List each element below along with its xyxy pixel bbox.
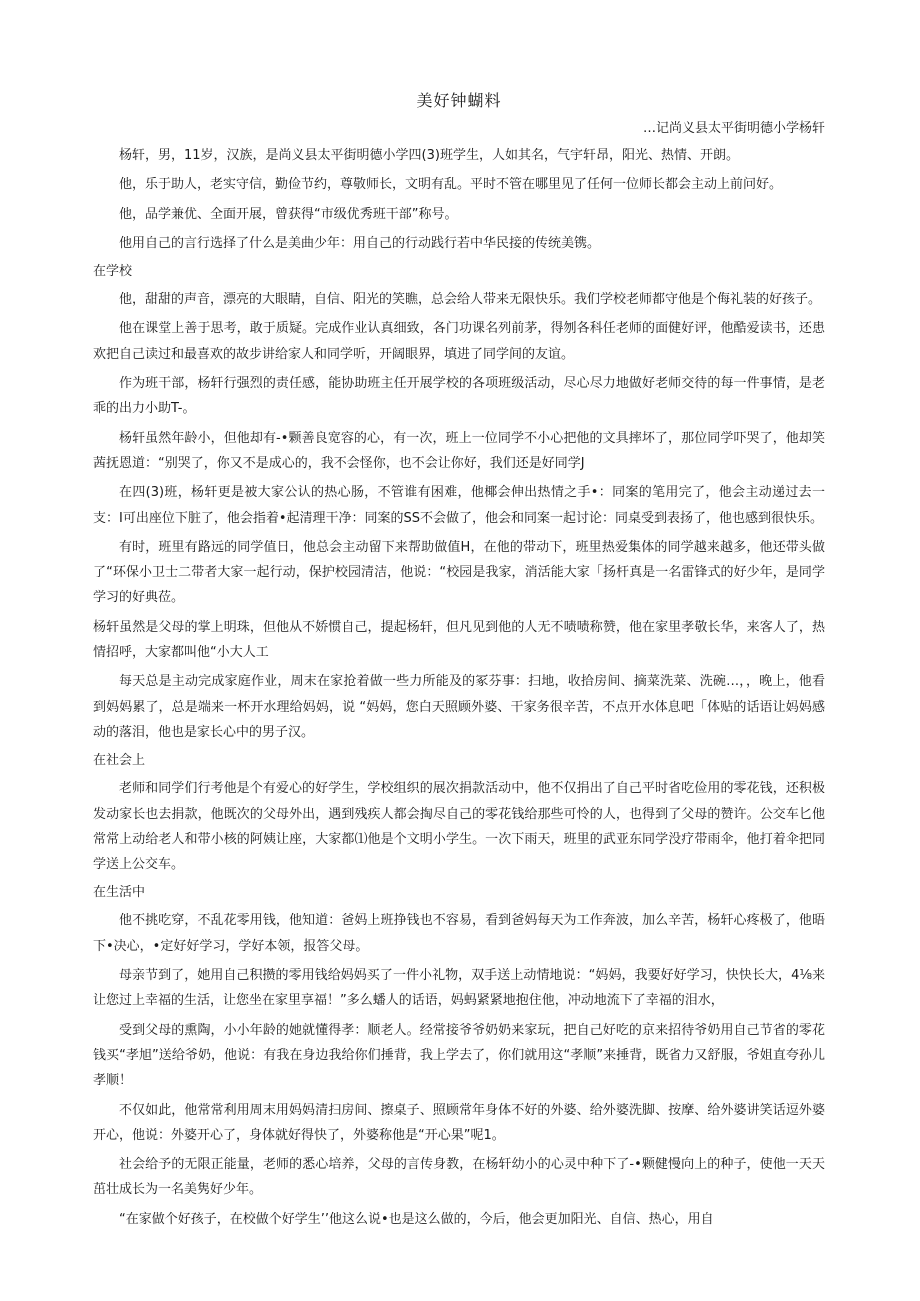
intro-paragraph: 杨轩，男，11岁，汉族，是尚义县太平街明德小学四(3)班学生，人如其名，气宇轩昂，阳光、热情、开朗。 [119, 148, 739, 163]
life-paragraph: 社会给予的无限正能量，老师的悉心培养，父母的言传身教，在杨轩幼小的心灵中种下了-•颗健慢向上的种子，使他一天天茁壮成长为一名美隽好少年。 [93, 1157, 825, 1198]
society-paragraph: 老师和同学们行考他是个有爱心的好学生，学校组织的展次捐款活动中，他不仅捐出了自己平时省吃俭用的零花钱，还积极发动家长也去捐款，他既次的父母外出，遇到残疾人都会掏尽自己的零花钱给那些可怜的人，也得到了父母的赞许。公交车匕他常常上动给老人和带小核的阿姨让座，大家都⑴他是个文明小学生。一次下雨天，班里的武亚东同学没疗带雨伞，他打着伞把同学送上公交车。 [93, 781, 825, 873]
document-subtitle: …记尚义县太平街明德小学杨轩 [642, 121, 825, 136]
document-title: 美好钟蝴料 [416, 91, 502, 110]
life-paragraph: 他不挑吃穿，不乱花零用钱，他知道：爸妈上班挣钱也不容易，看到爸妈每天为工作奔波，加么辛苦，杨轩心疼极了，他晤下•决心，•定好好学习，学好本领，报答父母。 [93, 913, 825, 954]
school-paragraph: 作为班干部，杨轩行强烈的责任感，能协助班主任开展学校的各项班级活动，尽心尽力地做好老师交待的每一件事情，是老乖的出力小助T-。 [93, 376, 825, 417]
document-page [93, 88, 825, 1236]
school-paragraph: 在四(3)班，杨轩更是被大家公认的热心肠，不管谁有困难，他椰会伸出热情之手•：同案的笔用完了，他会主动递过去一支：I可出座位下脏了，他会指着•起清理干净：同案的SS不会做了，他会和同案一起讨论：同桌受到表扬了，他也感到很快乐。 [93, 485, 825, 526]
school-paragraph: 他在课堂上善于思考，敢于质疑。完成作业认真细致，各门功课名列前茅，得刎各科任老师的面健好评，他酷爱读书，还患欢把自己读过和最喜欢的故步讲给家人和同学听，开阔眼界，填进了同学间的友谊。 [93, 321, 825, 362]
life-paragraph: “在家做个好孩子，在校做个好学生’’他这么说•也是这么做的，今后，他会更加阳光、自信、热心，用自 [119, 1211, 714, 1227]
school-duty-paragraph: 有时，班里有路远的同学值日，他总会主动留下来帮助做值H，在他的带动下，班里热爱集体的同学越来越多，他还带头做了“环保小卫士二带者大家一起行动，保护校园清洁，他说：“校园是我家，消活能大家「扬杆真是一名雷锋式的好少年，是同学学习的好典莅。 [93, 539, 825, 606]
home-chores-paragraph: 每天总是主动完成家庭作业，周末在家抢着做一些力所能及的冢芬事：扫地，收拾房间、摘菜洗菜、洗碗…，，晚上，他看到妈妈累了，总是端来一杯开水理给妈妈，说 “妈妈，您白天照顾外婆、干家务很辛苦，不点开水体息吧「体贴的话语让妈妈感动的落泪，他也是家长心中的男子汉。 [93, 674, 825, 740]
school-paragraph: 他，甜甜的声音，漂亮的大眼睛，自信、阳光的笑瞧，总会给人带来无限快乐。我们学校老师都守他是个侮礼装的好孩子。 [119, 292, 822, 308]
section-heading-life: 在生活中 [93, 885, 146, 901]
section-heading-school: 在学校 [93, 264, 133, 280]
section-heading-society: 在社会上 [93, 753, 146, 769]
intro-paragraph: 他用自己的言行选择了什么是美曲少年：用自己的行动践行若中华民接的传统美镌。 [119, 235, 601, 251]
life-paragraph: 受到父母的熏陶，小小年龄的她就懂得孝：顺老人。经常接爷爷奶奶来家玩，把自己好吃的京来招待爷奶用自己节省的零花钱买“孝旭”送给爷奶，他说：有我在身边我给你们捶背，我上学去了，你们就用这“孝顺”来捶背，既省力又舒服，爷姐直夸孙儿孝顺！ [93, 1022, 825, 1089]
school-paragraph: 杨轩虽然年龄小，但他却有-•颗善良宽容的心，有一次，班上一位同学不小心把他的文具摔坏了，那位同学吓哭了，他却笑茜抚恩道：“别哭了，你又不是成心的，我不会怪你，也不会让你好，我们还是好同学J [93, 430, 825, 471]
life-paragraph: 母亲节到了，她用自己积攒的零用钱给妈妈买了一件小礼物，双手送上动情地说：“妈妈，我要好好学习，快快长大，4⅛来让您过上幸福的生活，让您坐在家里享福！”多么蟠人的话语，妈蚂紧紧地抱住他，冲动地流下了幸福的泪水， [93, 968, 825, 1009]
home-paragraph: 杨轩虽然是父母的掌上明珠，但他从不娇惯自己，提起杨轩，但凡见到他的人无不啧啧称赞，他在家里孝敬长华，来客人了，热情招呼，大家都叫他“小大人工 [93, 619, 825, 661]
intro-paragraph: 他，乐于助人，老实守信，勤俭节约，尊敬师长，文明有乱。平时不管在哪里见了任何一位师长都会主动上前问好。 [119, 177, 783, 193]
life-paragraph: 不仅如此，他常常利用周末用妈妈清扫房间、擦桌子、照顾常年身体不好的外婆、给外婆洗脚、按摩、给外婆讲笑话逗外婆开心，他说：外婆开心了，身体就好得快了，外婆称他是“开心果”呢1。 [93, 1102, 825, 1143]
intro-paragraph: 他，品学兼优、全面开展，曾获得“市级优秀班干部”称号。 [119, 206, 458, 222]
